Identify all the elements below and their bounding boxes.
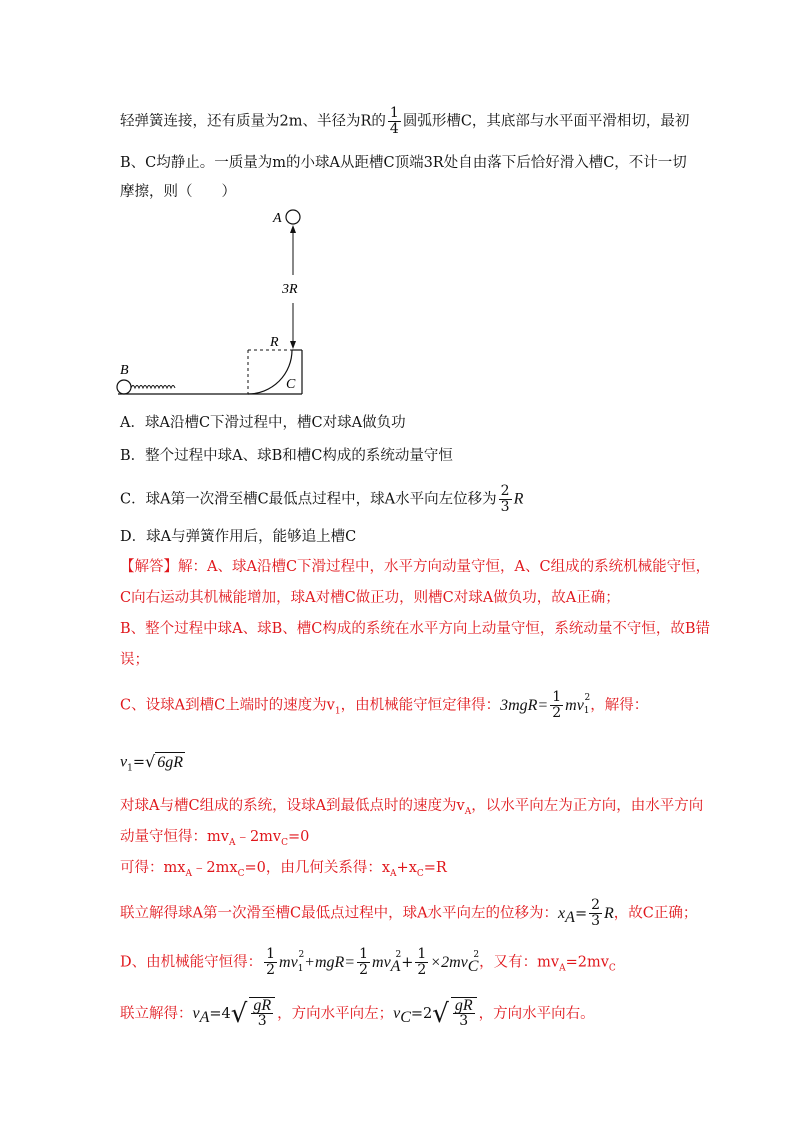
frac-num: gR: [454, 997, 473, 1014]
frac-den: 2: [417, 962, 427, 978]
frac-den: 4: [389, 121, 399, 137]
answer-text: D、由机械能守恒得：: [120, 954, 263, 971]
question-line-3: 摩擦，则（ ）: [120, 184, 236, 200]
frac-den: 3: [459, 1013, 469, 1029]
radicand: 6gR: [157, 754, 183, 771]
frac-num: 1: [417, 946, 427, 962]
frac-num: 2: [500, 483, 510, 499]
answer-text: ，方向水平向左；: [277, 1006, 394, 1022]
sub: A: [565, 908, 575, 926]
answer-text: ，方向水平向右。: [478, 1006, 595, 1022]
answer-line-2: C向右运动其机械能增加，球A对槽C做正功，则槽C对球A做负功，故A正确；: [120, 590, 620, 606]
sqrt: [432, 997, 478, 1031]
sub: A: [390, 868, 397, 879]
sup-2: 2: [395, 949, 402, 960]
label-r: R: [270, 335, 279, 350]
fraction: [451, 997, 477, 1031]
answer-text: =0，由几何关系得：x: [244, 860, 391, 876]
var-r: R: [513, 490, 524, 508]
answer-tag: 【解答】: [120, 559, 178, 575]
equation-part: mv: [279, 953, 298, 971]
fraction: [264, 947, 277, 978]
answer-text: ﹣2mv: [235, 829, 282, 845]
var-v: v: [120, 753, 128, 771]
frac-num: 1: [266, 946, 276, 962]
answer-line-8: [120, 827, 309, 853]
answer-line-12: [120, 997, 595, 1031]
answer-line-1: [120, 557, 710, 577]
radical-sign: √: [432, 999, 449, 1029]
option-c: [120, 484, 523, 515]
arrow-up-head: [290, 225, 296, 233]
sub-1: 1: [583, 706, 590, 717]
sub-a: A: [390, 957, 401, 975]
answer-text: 联立解得：: [120, 1006, 193, 1022]
fraction: [415, 947, 428, 978]
sub: A: [464, 806, 472, 817]
equation-part: mv: [372, 953, 391, 971]
answer-text: =0: [288, 829, 310, 845]
answer-text: =2mv: [565, 954, 609, 971]
answer-text: ，又有：mv: [479, 954, 560, 971]
sub: 1: [127, 763, 133, 774]
fraction: [357, 947, 370, 978]
answer-line-5: [120, 690, 648, 721]
question-line-1: [120, 106, 689, 137]
sub: C: [608, 963, 616, 974]
sub: C: [400, 1008, 411, 1026]
question-text: 轻弹簧连接，还有质量为2m、半径为R的: [120, 113, 386, 130]
frac-num: 1: [389, 105, 399, 121]
fraction: [589, 898, 602, 929]
equation-part: ×2mv: [430, 953, 468, 971]
option-d: D．球A与弹簧作用后，能够追上槽C: [120, 529, 357, 545]
equals: =: [574, 905, 588, 922]
question-text: 圆弧形槽C，其底部与水平面平滑相切，最初: [402, 113, 690, 130]
frac-den: 3: [257, 1013, 267, 1029]
answer-line-7: [120, 796, 703, 822]
answer-text: 可得：mx: [120, 860, 186, 876]
radical-sign: √: [230, 999, 248, 1029]
answer-text: ，解得：: [590, 697, 649, 714]
physics-figure: [110, 200, 320, 400]
fraction: [249, 997, 275, 1031]
equals: =: [132, 754, 145, 771]
answer-line-6: [120, 752, 185, 778]
equation-part: =4: [209, 1006, 231, 1022]
answer-line-10: [120, 898, 697, 929]
answer-text: 动量守恒得：mv: [120, 829, 229, 845]
answer-text: 解：A、球A沿槽C下滑过程中，水平方向动量守恒，A、C组成的系统机械能守恒，: [178, 559, 711, 575]
frac-den: 2: [266, 962, 276, 978]
answer-text: ﹣2mx: [191, 860, 238, 876]
frac-den: 3: [500, 499, 510, 515]
var-r: R: [604, 904, 614, 922]
sub: A: [228, 837, 236, 848]
answer-text: ，以水平向左为正方向，由水平方向: [471, 798, 704, 814]
sub-c: C: [467, 957, 479, 975]
answer-line-11: [120, 947, 616, 978]
sub: A: [185, 868, 192, 879]
answer-text: =R: [423, 860, 447, 876]
frac-num: 1: [552, 689, 562, 705]
sub-1: 1: [297, 963, 304, 974]
equation-part: mv: [565, 696, 584, 714]
sub: A: [199, 1008, 210, 1026]
sqrt: [231, 997, 277, 1031]
sqrt: [145, 752, 185, 773]
var-v: v: [192, 1005, 200, 1022]
option-c-text: C．球A第一次滑至槽C最低点过程中，球A水平向左位移为: [120, 491, 497, 508]
plus: +: [401, 954, 414, 971]
answer-text: C、设球A到槽C上端时的速度为v: [120, 697, 335, 714]
fraction: [550, 690, 563, 721]
sub: 1: [334, 706, 341, 717]
equation-part: =2: [410, 1006, 433, 1022]
fraction: [499, 484, 512, 515]
answer-text: ，由机械能守恒定律得：: [340, 697, 501, 714]
sub: C: [281, 837, 289, 848]
radical-sign: √: [145, 752, 156, 771]
answer-line-3: B、整个过程中球A、球B、槽C构成的系统在水平方向上动量守恒，系统动量不守恒，故B错: [120, 621, 711, 637]
answer-line-4: 误；: [120, 652, 149, 668]
frac-den: 2: [359, 962, 369, 978]
label-a: A: [273, 211, 282, 226]
fraction-quarter: [388, 106, 401, 137]
option-b: B．整个过程中球A、球B和槽C构成的系统动量守恒: [120, 448, 453, 464]
label-3r: 3R: [282, 282, 298, 297]
ball-b: [117, 380, 131, 394]
answer-text: ，故C正确；: [613, 905, 698, 922]
frac-num: 2: [591, 897, 601, 913]
label-c: C: [286, 377, 296, 392]
sup-2: 2: [584, 692, 591, 703]
sup-2: 2: [298, 949, 305, 960]
frac-den: 3: [591, 913, 601, 929]
equation-part: +mgR=: [304, 953, 356, 971]
var-x: x: [558, 904, 566, 922]
arrow-down-head: [290, 341, 296, 349]
option-a: A．球A沿槽C下滑过程中，槽C对球A做负功: [120, 415, 406, 431]
label-b: B: [120, 363, 129, 378]
answer-text: +x: [396, 860, 417, 876]
frac-num: gR: [253, 997, 272, 1014]
frac-num: 1: [359, 946, 369, 962]
frac-den: 2: [552, 705, 562, 721]
sub: A: [559, 963, 566, 974]
answer-text: 对球A与槽C组成的系统，设球A到最低点时的速度为v: [120, 798, 465, 814]
answer-text: 联立解得球A第一次滑至槽C最低点过程中，球A水平向左的位移为：: [120, 905, 559, 922]
sub: C: [416, 868, 424, 879]
question-line-2: B、C均静止。一质量为m的小球A从距槽C顶端3R处自由落下后恰好滑入槽C，不计一切: [120, 155, 687, 171]
answer-line-9: [120, 858, 447, 884]
spring: [131, 386, 175, 389]
equation-part: 3mgR=: [500, 696, 549, 714]
var-v: v: [393, 1005, 401, 1022]
ball-a: [286, 210, 300, 224]
sub: C: [237, 868, 245, 879]
sup-2: 2: [473, 949, 480, 960]
